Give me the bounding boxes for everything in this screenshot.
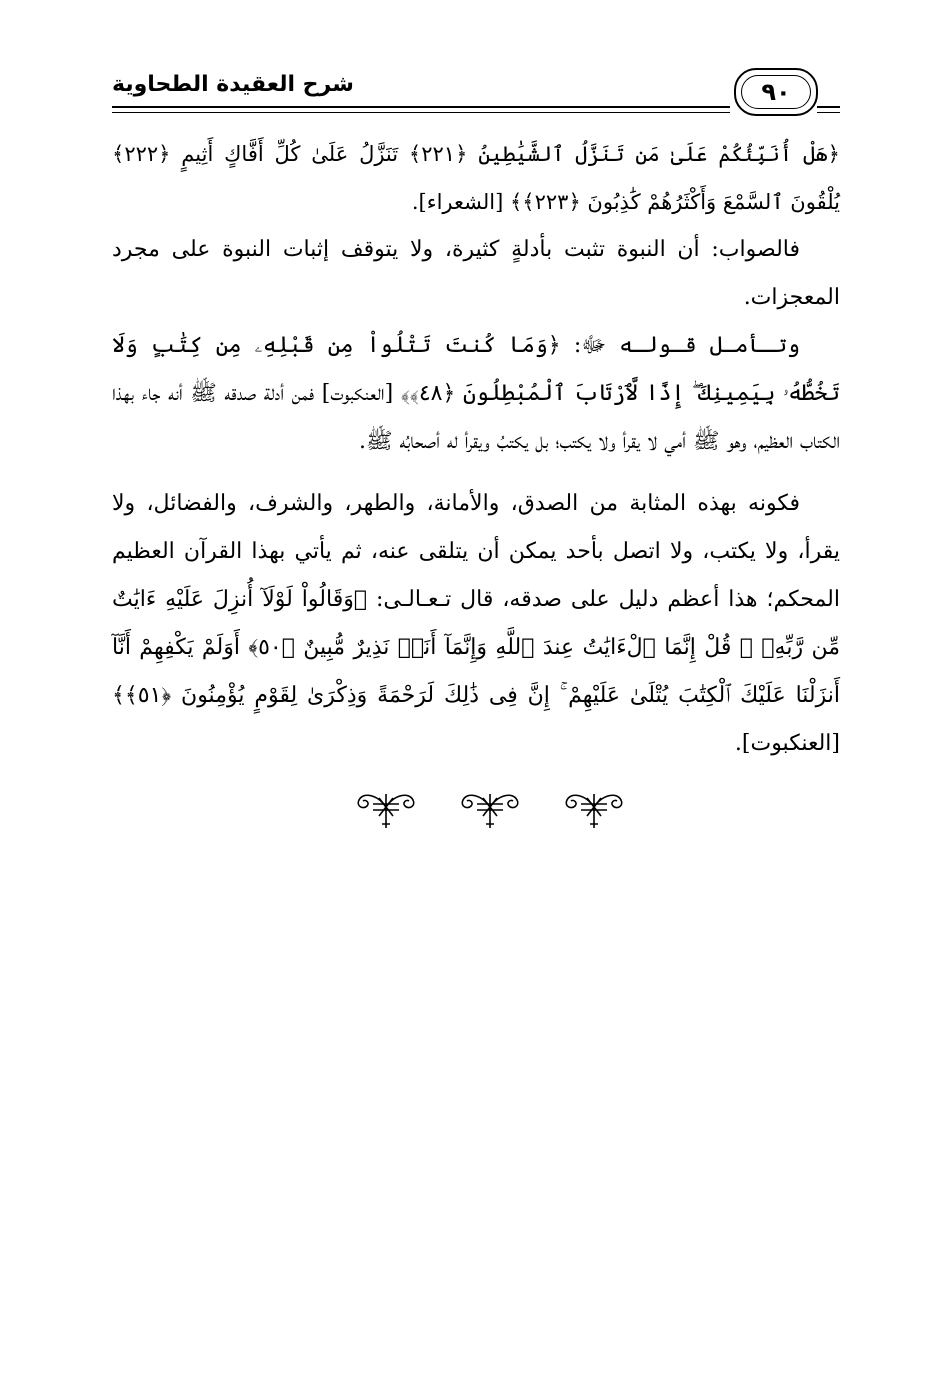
page-number: ٩٠ — [761, 78, 791, 106]
body-paragraph: فكونه بهذه المثابة من الصدق، والأمانة، والطهر، والشرف، والفضائل، ولا يقرأ، ولا يكتب، ولا اتصل بأحد يمكن أن يتلقى عنه، ثم يأتي بهذا القرآن العظيم المحكم؛ هذا أعظم دليل على صدقه، قال تـعـالـى: ﴿وَقَالُواْ لَوْلَآ أُنزِلَ عَلَيْهِ ءَايَٰتٌ مِّن رَّبِّهِۦ ۖ قُلْ إِنَّمَا ٱلْءَايَٰتُ عِندَ ٱللَّهِ وَإِنَّمَآ أَنَا۠ نَذِيرٌ مُّبِينٌ ﴿٥٠﴾ أَوَلَمْ يَكْفِهِمْ أَنَّآ أَنزَلْنَا عَلَيْكَ ٱلْكِتَٰبَ يُتْلَىٰ عَلَيْهِمْ ۚ إِنَّ فِى ذَٰلِكَ لَرَحْمَةً وَذِكْرَىٰ لِقَوْمٍ يُؤْمِنُونَ ﴿٥١﴾﴾ [العنكبوت]. — [112, 491, 840, 756]
header-rule — [112, 106, 730, 108]
floral-knot-ornament-icon — [459, 784, 521, 830]
section-end-ornaments — [355, 784, 625, 830]
header-rule-thin — [112, 112, 730, 113]
quran-quote-paragraph: ﴿هَلْ أُنَبِّئُكُمْ عَلَىٰ مَن تَنَزَّلُ ٱلشَّيَٰطِينُ ﴿٢٢١﴾ تَنَزَّلُ عَلَىٰ كُلِّ أَفَّاكٍ أَثِيمٍ ﴿٢٢٢﴾ يُلْقُونَ ٱلسَّمْعَ وَأَكْثَرُهُمْ كَٰذِبُونَ ﴿٢٢٣﴾﴾ [الشعراء]. — [112, 142, 840, 214]
floral-knot-ornament-icon — [355, 784, 417, 830]
page-number-frame — [734, 68, 818, 116]
body-paragraph: وتـأمـل قـولـه ﷻ: ﴿وَمَا كُنتَ تَتْلُواْ مِن قَبْلِهِۦ مِن كِتَٰبٍ وَلَا تَخُطُّهُۥ بِيَمِينِكَ ۖ إِذًا لَّٱرْتَابَ ٱلْمُبْطِلُونَ ﴿٤٨﴾﴾ [العنكبوت] فمن أدلة صدقه ﷺ أنه جاء بهذا الكتاب العظيم، وهو ﷺ أمي لا يقرأ ولا يكتب؛ بل يكتبُ ويقرأ له أصحابُه ﷺ. — [112, 333, 840, 454]
page-header — [112, 62, 840, 120]
page-body — [112, 130, 840, 768]
header-rule-right — [817, 106, 840, 108]
header-rule-right-thin — [817, 112, 840, 113]
floral-knot-ornament-icon — [563, 784, 625, 830]
body-paragraph: فالصواب: أن النبوة تثبت بأدلةٍ كثيرة، ولا يتوقف إثبات النبوة على مجرد المعجزات. — [112, 237, 840, 310]
book-title: شرح العقيدة الطحاوية — [112, 72, 354, 97]
